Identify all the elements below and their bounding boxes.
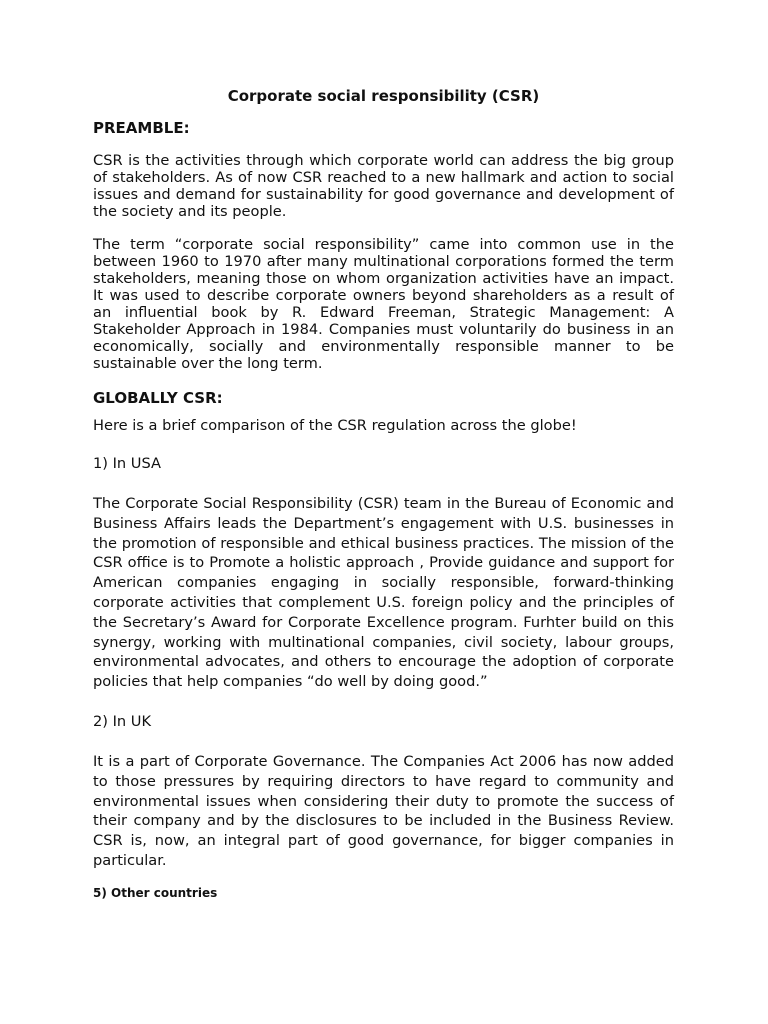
document-title: Corporate social responsibility (CSR) xyxy=(227,87,540,105)
usa-heading: 1) In USA xyxy=(93,455,162,472)
document-body xyxy=(93,86,674,901)
preamble-paragraph-1: CSR is the activities through which corporate world can address the big group of stakeholders. As of now CSR reached to a new hallmark and action to social issues and demand for sustainability for good governance and development of the society and its people. xyxy=(93,152,674,220)
preamble-paragraph-2: The term “corporate social responsibility” came into common use in the between 1960 to 1970 after many multinational corporations formed the term stakeholders, meaning those on whom organization activities have an impact. It was used to describe corporate owners beyond shareholders as a result of an influential book by R. Edward Freeman, Strategic Management: A Stakeholder Approach in 1984. Companies must voluntarily do business in an economically, socially and environmentally responsible manner to be sustainable over the long term. xyxy=(93,236,674,372)
preamble-heading: PREAMBLE: xyxy=(93,119,190,137)
globally-heading: GLOBALLY CSR: xyxy=(93,389,223,407)
other-countries-heading: 5) Other countries xyxy=(93,885,218,900)
usa-paragraph: The Corporate Social Responsibility (CSR) team in the Bureau of Economic and Business Affairs leads the Department’s engagement with U.S. businesses in the promotion of responsible and ethical business practices. The mission of the CSR office is to Promote a holistic approach , Provide guidance and support for American companies engaging in socially responsible, forward-thinking corporate activities that complement U.S. foreign policy and the principles of the Secretary’s Award for Corporate Excellence program. Furhter build on this synergy, working with multinational companies, civil society, labour groups, environmental advocates, and others to encourage the adoption of corporate policies that help companies “do well by doing good.” xyxy=(93,495,674,691)
uk-heading: 2) In UK xyxy=(93,712,152,730)
uk-paragraph: It is a part of Corporate Governance. The Companies Act 2006 has now added to those pressures by requiring directors to have regard to community and environmental issues when considering their duty to promote the success of their company and by the disclosures to be included in the Business Review. CSR is, now, an integral part of good governance, for bigger companies in particular. xyxy=(93,752,674,869)
globally-intro: Here is a brief comparison of the CSR regulation across the globe! xyxy=(93,417,577,434)
